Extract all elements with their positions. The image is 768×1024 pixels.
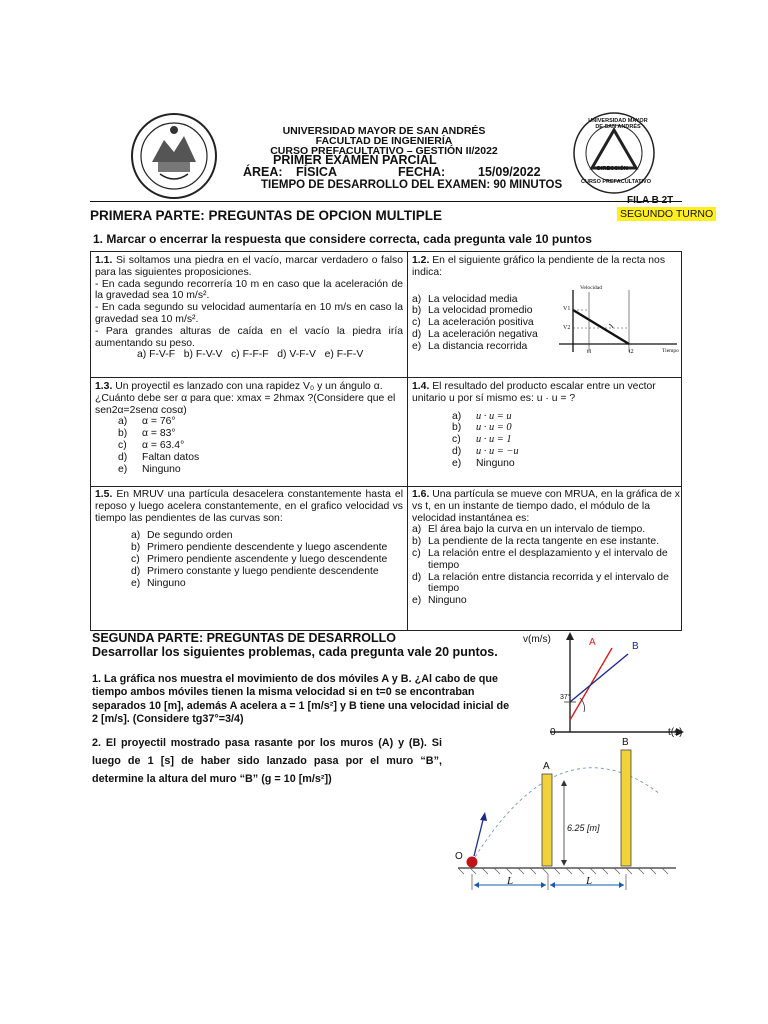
q12-option-d[interactable]: d) La aceleración negativa [412, 328, 538, 340]
part2-instruction: Desarrollar los siguientes problemas, cada pregunta vale 20 puntos. [92, 645, 498, 659]
q14-number: 1.4. [412, 381, 430, 392]
problem-1-line-b [570, 654, 628, 702]
grid-row-divider-1 [90, 377, 682, 378]
q16-number: 1.6. [412, 489, 430, 500]
q13-option-d[interactable]: d) Faltan datos [118, 451, 200, 463]
q13-option-e[interactable]: e) Ninguno [118, 463, 181, 475]
problem-1-label-a: A [589, 637, 596, 648]
problem-2-height-label: 6.25 [m] [567, 823, 600, 833]
q15-option-b[interactable]: b) Primero pendiente descendente y luego ascendente [131, 542, 388, 554]
q12-graph-ylabel: Velocidad [580, 285, 602, 291]
q13-option-a[interactable]: a) α = 76° [118, 416, 176, 428]
q12-number: 1.2. [412, 255, 430, 266]
problem-2-wall-a-label: A [543, 761, 550, 772]
q15-option-a[interactable]: a) De segundo orden [131, 530, 233, 542]
seal-right-text: UNIVERSIDAD MAYOR DE SAN ANDRÉS [588, 118, 648, 130]
q14-text: El resultado del producto escalar entre un vector unitario u por sí mismo es: u · u = ? [412, 381, 656, 404]
q11-prop-1: - En cada segundo recorrería 10 m en caso que la aceleración de la gravedad sea 10 m/s². [95, 278, 403, 302]
projectile-ball [467, 857, 478, 868]
problem-1-angle: 37° [560, 694, 571, 701]
problem-1-xlabel: t(s) [668, 727, 683, 738]
q12-text: En el siguiente gráfico la pendiente de la recta nos indica: [412, 255, 666, 278]
q13-option-c[interactable]: c) α = 63.4° [118, 439, 185, 451]
question-1-1 [95, 255, 403, 361]
question-1-6 [412, 489, 680, 607]
fila-label: FILA B 2T [627, 195, 674, 206]
q13-number: 1.3. [95, 381, 113, 392]
q16-option-e[interactable]: e) Ninguno [412, 595, 467, 607]
q11-options[interactable]: a) F-V-F b) F-V-V c) F-F-F d) V-F-V e) F-F-V [137, 349, 364, 361]
problem-2-origin-label: O [455, 851, 463, 862]
problem-2-text: 2. El proyectil mostrado pasa rasante por los muros (A) y (B). Si luego de 1 [s] de haber sido lanzado pasa por el muro “B”, determine la altura del muro “B” (g = 10 [m/s²]) [92, 737, 442, 785]
wall-b [621, 750, 631, 866]
q16-option-c[interactable]: c) La relación entre el desplazamiento y el intervalo de tiempo [412, 547, 668, 571]
q12-graph-v2: V2 [563, 325, 571, 331]
q14-option-b[interactable]: b) u · u = 0 [452, 422, 512, 434]
wall-a [542, 774, 552, 866]
q11-prop-2: - En cada segundo su velocidad aumentaría en 10 m/s en caso la gravedad sea 10 m/s². [95, 302, 403, 325]
q15-text: En MRUV una partícula desacelera constantemente hasta el reposo y luego acelera constantemente, en el grafico velocidad vs tiempo las pendientes de las curvas son: [95, 489, 404, 524]
q12-graph-v1: V1 [563, 306, 571, 312]
problem-1-velocity-graph [540, 632, 690, 742]
question-1-4 [412, 381, 678, 470]
date-label: FECHA: [398, 165, 446, 179]
q11-number: 1.1. [95, 255, 113, 266]
q15-option-c[interactable]: c) Primero pendiente ascendente y luego descendente [131, 553, 388, 565]
q12-option-a[interactable]: a) La velocidad media [412, 293, 518, 305]
university-name: UNIVERSIDAD MAYOR DE SAN ANDRÉS [282, 125, 486, 137]
q11-text: Si soltamos una piedra en el vacío, marcar verdadero o falso para las siguientes proposiciones. [95, 255, 403, 278]
course-name: CURSO PREFACULTATIVO – GESTIÓN II/2022 [270, 145, 498, 157]
problem-1-ylabel: v(m/s) [523, 634, 551, 645]
problem-2-dist-1: L [507, 875, 514, 887]
q16-option-b[interactable]: b) La pendiente de la recta tangente en ese instante. [412, 536, 660, 548]
q12-option-e[interactable]: e) La distancia recorrida [412, 340, 528, 352]
q13-text: Un proyectil es lanzado con una rapidez V₀ y un ángulo α. ¿Cuánto debe ser α para que: xmax = 2hmax ?(Considere que el sen2α=2senα cosα) [95, 381, 396, 416]
q12-option-c[interactable]: c) La aceleración positiva [412, 317, 534, 329]
area-label: ÁREA: [243, 165, 283, 179]
problem-2-wall-b-label: B [622, 737, 629, 748]
problem-1-text: 1. La gráfica nos muestra el movimiento de dos móviles A y B. ¿Al cabo de que tiempo ambos móviles tienen la misma velocidad si en t=0 se encontraban separados 10 [m], además A acelera a = 1 [m/s²] y B tiene una velocidad inicial de 2 [m/s]. (Considere tg37°=3/4) [92, 673, 510, 726]
q15-option-d[interactable]: d) Primero constante y luego pendiente descendente [131, 565, 379, 577]
part1-instruction: 1. Marcar o encerrar la respuesta que considere correcta, cada pregunta vale 10 puntos [93, 232, 592, 246]
q15-number: 1.5. [95, 489, 113, 500]
q14-option-a[interactable]: a) u · u = u [452, 410, 512, 422]
problem-2-dist-2: L [586, 875, 593, 887]
q13-option-b[interactable]: b) α = 83° [118, 428, 176, 440]
grid-vertical-divider [407, 251, 408, 631]
q16-option-d[interactable]: d) La relación entre distancia recorrida y el intervalo de tiempo [412, 571, 669, 595]
question-1-5 [95, 489, 403, 589]
area-value: FÍSICA [296, 165, 337, 179]
q12-option-b[interactable]: b) La velocidad promedio [412, 305, 533, 317]
q14-option-d[interactable]: d) u · u = −u [452, 445, 519, 457]
seal-right-bottom: CURSO PREFACULTATIVO [581, 179, 651, 185]
exam-duration: TIEMPO DE DESARROLLO DEL EXAMEN: 90 MINUTOS [261, 179, 563, 191]
q12-graph-xlabel: Tiempo [662, 348, 679, 354]
q12-graph-t1: t1 [587, 349, 592, 355]
q16-text: Una partícula se mueve con MRUA, en la gráfica de x vs t, en un instante de tiempo dado, el módulo de la velocidad instantánea es: [412, 489, 680, 524]
part2-title: SEGUNDA PARTE: PREGUNTAS DE DESARROLLO [92, 631, 396, 645]
problem-1-label-b: B [632, 641, 639, 652]
q16-option-a[interactable]: a) El área bajo la curva en un intervalo de tiempo. [412, 524, 646, 536]
problem-1-origin: 0 [550, 727, 556, 738]
problem-2-projectile-figure [450, 738, 680, 898]
turno-badge: SEGUNDO TURNO [617, 207, 716, 221]
q14-option-e[interactable]: e) Ninguno [452, 457, 515, 469]
header-rule [90, 201, 682, 202]
part1-title: PRIMERA PARTE: PREGUNTAS DE OPCION MULTIPLE [90, 208, 443, 223]
exam-title: PRIMER EXÁMEN PARCIAL [273, 153, 437, 167]
seal-right-center: DIRECCIÓN [597, 166, 628, 172]
question-1-3 [95, 381, 403, 475]
q14-option-c[interactable]: c) u · u = 1 [452, 434, 512, 446]
faculty-name: FACULTAD DE INGENIERÍA [315, 135, 453, 147]
q15-option-e[interactable]: e) Ninguno [131, 577, 186, 589]
q12-graph-t2: t2 [629, 349, 634, 355]
date-value: 15/09/2022 [478, 165, 541, 179]
grid-row-divider-2 [90, 486, 682, 487]
q11-prop-3: - Para grandes alturas de caída en el vacío la piedra iría aumentando su peso. [95, 325, 403, 349]
